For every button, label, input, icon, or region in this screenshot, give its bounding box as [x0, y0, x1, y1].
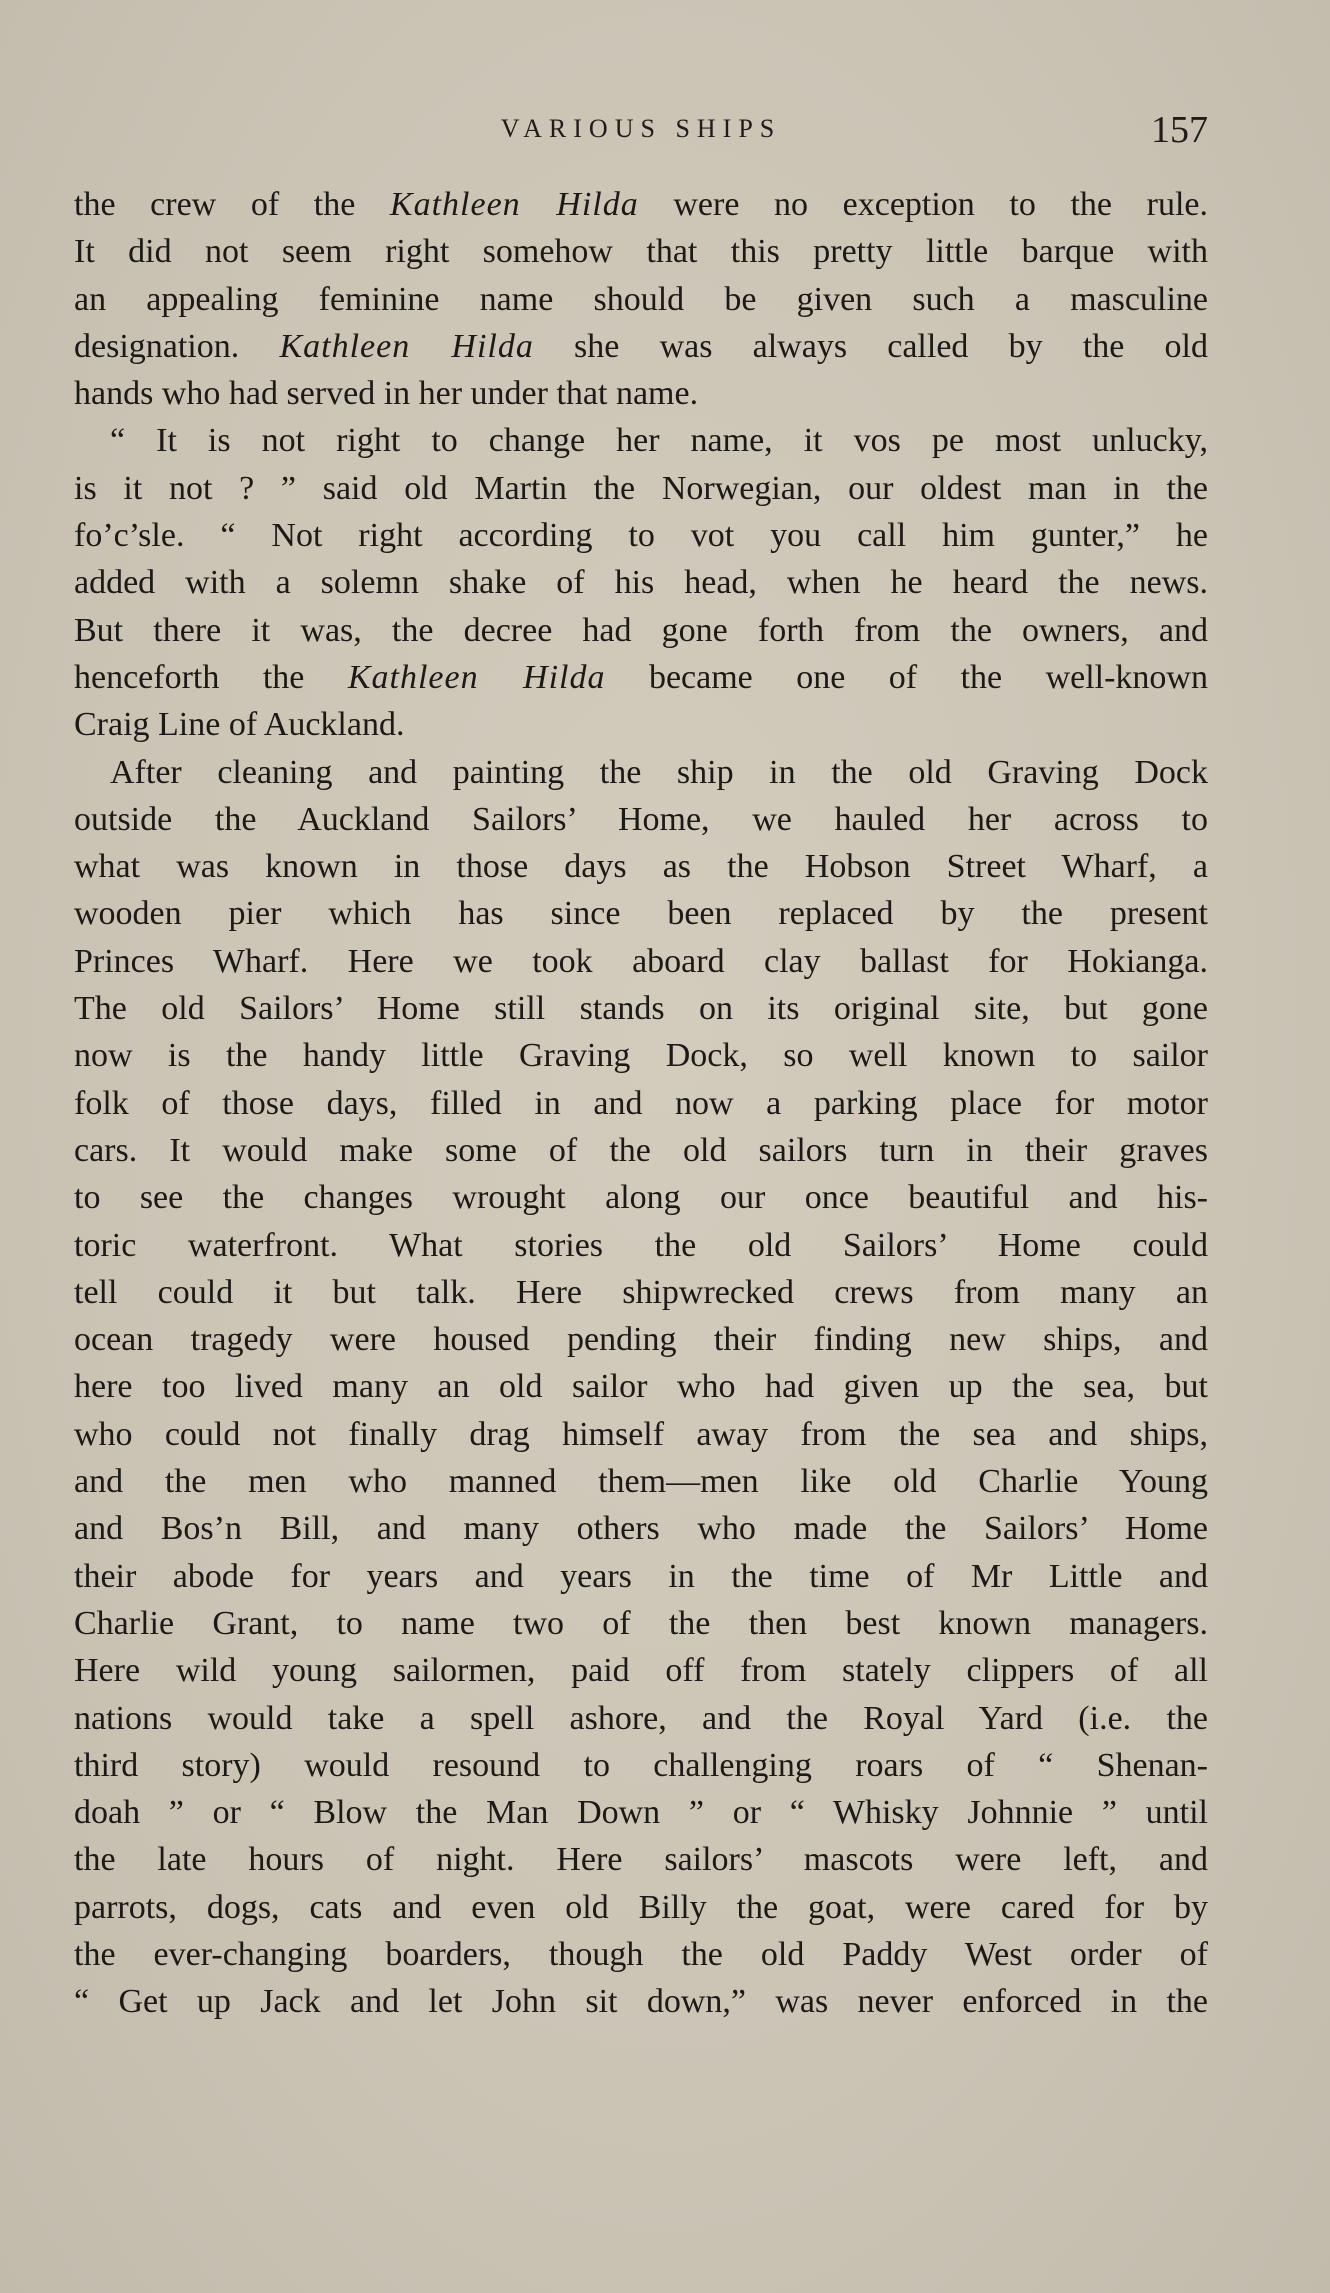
- text-line: “ Get up Jack and let John sit down,” was never enforced in the: [74, 1983, 1208, 2021]
- text-line: the crew of the Kathleen Hilda were no exception to the rule.: [74, 186, 1208, 223]
- text-line: hands who had served in her under that name.: [74, 375, 699, 413]
- text-line: Charlie Grant, to name two of the then best known managers.: [74, 1604, 1208, 1642]
- ship-name: Kathleen Hilda: [389, 186, 639, 223]
- text-line: their abode for years and years in the time of Mr Little and: [74, 1557, 1208, 1595]
- text-line: the ever-changing boarders, though the old Paddy West order of: [74, 1935, 1208, 1973]
- text-line: here too lived many an old sailor who had given up the sea, but: [74, 1368, 1208, 1406]
- text-line: fo’c’sle. “ Not right according to vot you call him gunter,” he: [74, 517, 1208, 555]
- text-line: doah ” or “ Blow the Man Down ” or “ Whisky Johnnie ” until: [74, 1794, 1208, 1832]
- body-text: [74, 181, 1208, 2026]
- text-line: Princes Wharf. Here we took aboard clay ballast for Hokianga.: [74, 942, 1208, 980]
- text-line: the late hours of night. Here sailors’ mascots were left, and: [74, 1841, 1208, 1879]
- text-line: now is the handy little Graving Dock, so well known to sailor: [74, 1037, 1208, 1075]
- text-line: folk of those days, filled in and now a parking place for motor: [74, 1084, 1208, 1122]
- ship-name: Kathleen Hilda: [347, 658, 606, 696]
- text-line: But there it was, the decree had gone forth from the owners, and: [74, 611, 1208, 649]
- text-line: tell could it but talk. Here shipwrecked crews from many an: [74, 1273, 1208, 1311]
- text-line: added with a solemn shake of his head, when he heard the news.: [74, 564, 1208, 602]
- text-line: Craig Line of Auckland.: [74, 706, 405, 744]
- text-line: what was known in those days as the Hobson Street Wharf, a: [74, 848, 1208, 886]
- text-line: After cleaning and painting the ship in the old Graving Dock: [110, 753, 1208, 791]
- text-line: henceforth the Kathleen Hilda became one of the well-known: [74, 658, 1208, 696]
- text-line: Here wild young sailormen, paid off from stately clippers of all: [74, 1652, 1208, 1690]
- text-line: ocean tragedy were housed pending their finding new ships, and: [74, 1321, 1208, 1359]
- text-line: and Bos’n Bill, and many others who made the Sailors’ Home: [74, 1510, 1208, 1548]
- text-line: nations would take a spell ashore, and the Royal Yard (i.e. the: [74, 1699, 1208, 1737]
- text-line: “ It is not right to change her name, it vos pe most unlucky,: [110, 422, 1208, 460]
- running-head: [74, 108, 1208, 152]
- text-line: parrots, dogs, cats and even old Billy the goat, were cared for by: [74, 1888, 1208, 1926]
- text-line: who could not finally drag himself away from the sea and ships,: [74, 1415, 1208, 1453]
- text-line: designation. Kathleen Hilda she was always called by the old: [74, 327, 1208, 365]
- text-line: wooden pier which has since been replaced by the present: [74, 895, 1208, 933]
- ship-name: Kathleen Hilda: [279, 327, 534, 365]
- page-number: 157: [1151, 109, 1208, 151]
- text-line: third story) would resound to challenging roars of “ Shenan-: [74, 1746, 1208, 1784]
- text-line: cars. It would make some of the old sailors turn in their graves: [74, 1131, 1208, 1169]
- text-line: toric waterfront. What stories the old Sailors’ Home could: [74, 1226, 1208, 1264]
- text-line: to see the changes wrought along our once beautiful and his-: [74, 1179, 1208, 1217]
- text-line: an appealing feminine name should be given such a masculine: [74, 280, 1208, 318]
- text-line: and the men who manned them—men like old Charlie Young: [74, 1463, 1208, 1501]
- text-line: is it not ? ” said old Martin the Norwegian, our oldest man in the: [74, 469, 1208, 507]
- running-title: VARIOUS SHIPS: [500, 114, 782, 143]
- text-line: outside the Auckland Sailors’ Home, we hauled her across to: [74, 800, 1208, 838]
- text-line: It did not seem right somehow that this pretty little barque with: [74, 233, 1208, 271]
- text-line: The old Sailors’ Home still stands on its original site, but gone: [74, 990, 1208, 1028]
